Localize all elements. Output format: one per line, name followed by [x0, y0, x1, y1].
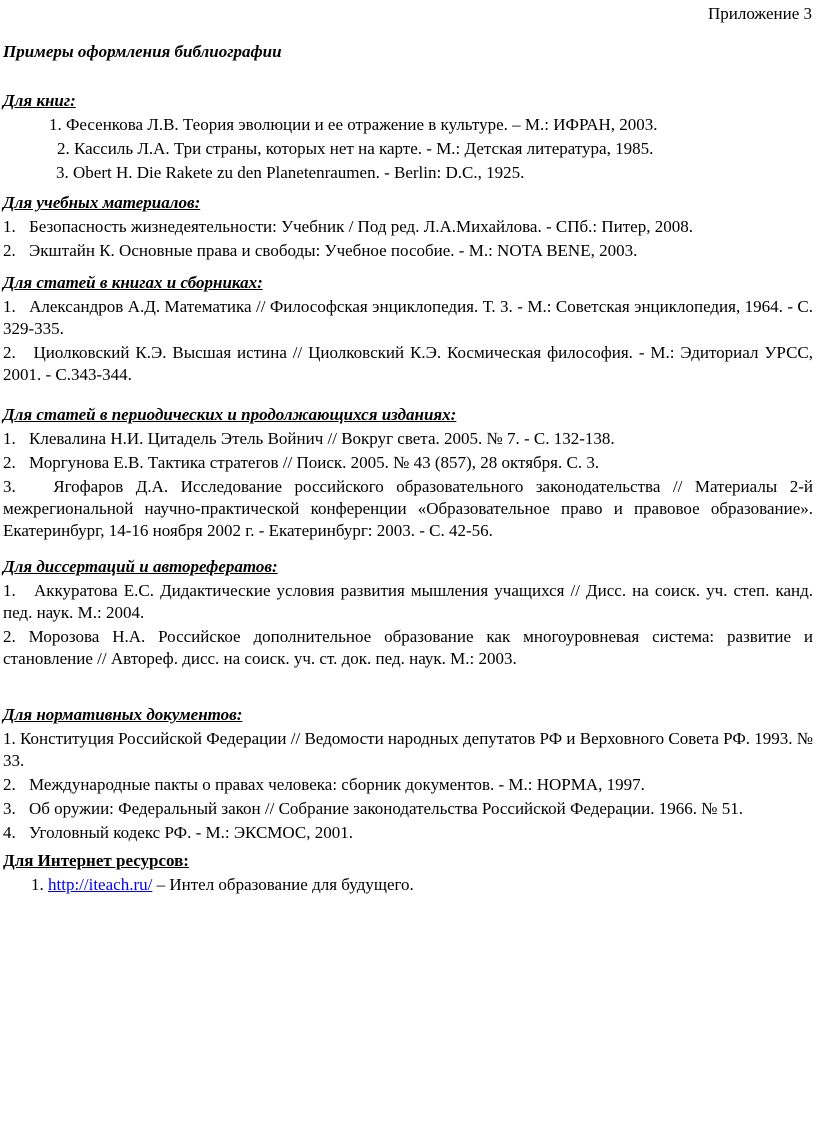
list-item — [3, 296, 813, 340]
iteach-link[interactable]: http://iteach.ru/ — [48, 875, 153, 894]
section-heading: Для Интернет ресурсов: — [3, 851, 189, 870]
list-item: 1. Фесенкова Л.В. Теория эволюции и ее отражение в культуре. – М.: ИФРАН, 2003. — [49, 115, 658, 134]
section-articles-books — [3, 272, 813, 386]
list-item: 3. Obert H. Die Rakete zu den Planetenraumen. - Berlin: D.C., 1925. — [56, 163, 525, 182]
appendix-label: Приложение 3 — [708, 4, 812, 23]
section-heading: Для нормативных документов: — [3, 705, 243, 724]
item-text: Международные пакты о правах человека: сборник документов. - М.: НОРМА, 1997. — [29, 775, 645, 794]
list-item — [3, 580, 813, 624]
item-number: 3. — [3, 477, 16, 496]
list-item — [3, 728, 813, 772]
section-dissertations — [3, 556, 813, 670]
item-number: 1. — [3, 217, 16, 236]
item-number: 1. — [3, 429, 16, 448]
section-books — [3, 90, 813, 184]
item-text: Клевалина Н.И. Цитадель Этель Войнич // Вокруг света. 2005. № 7. - С. 132-138. — [29, 429, 615, 448]
item-text: Аккуратова Е.С. Дидактические условия развития мышления учащихся // Дисс. на соиск. уч. степ. канд. пед. наук. М.: 2004. — [3, 581, 813, 622]
section-heading: Для статей в периодических и продолжающихся изданиях: — [3, 405, 457, 424]
section-heading: Для учебных материалов: — [3, 193, 201, 212]
list-item — [3, 626, 813, 670]
item-number: 4. — [3, 823, 16, 842]
list-item — [3, 342, 813, 386]
list-item — [3, 798, 813, 820]
section-heading: Для книг: — [3, 91, 76, 110]
list-item: 2. Кассиль Л.А. Три страны, которых нет на карте. - М.: Детская литература, 1985. — [57, 139, 654, 158]
item-number: 2. — [3, 241, 16, 260]
list-item — [3, 874, 813, 896]
item-text: Морозова Н.А. Российское дополнительное образование как многоуровневая система: развитие и становление // Автореф. дисс. на соиск. уч. ст. док. пед. наук. М.: 2003. — [3, 627, 813, 668]
item-text: Безопасность жизнедеятельности: Учебник / Под ред. Л.А.Михайлова. - СПб.: Питер, 2008. — [29, 217, 693, 236]
section-normative — [3, 704, 813, 844]
list-item — [3, 476, 813, 542]
item-text: Александров А.Д. Математика // Философская энциклопедия. Т. 3. - М.: Советская энциклопедия, 1964. - С. 329-335. — [3, 297, 814, 338]
section-heading: Для статей в книгах и сборниках: — [3, 273, 263, 292]
item-text: Уголовный кодекс РФ. - М.: ЭКСМОС, 2001. — [29, 823, 353, 842]
item-number: 1. — [31, 875, 44, 894]
item-number: 1. — [3, 581, 16, 600]
item-number: 1. — [3, 297, 16, 316]
list-item — [3, 452, 813, 474]
list-item — [3, 216, 813, 238]
item-number: 2. — [3, 343, 16, 362]
section-heading: Для диссертаций и авторефератов: — [3, 557, 278, 576]
item-text: Моргунова Е.В. Тактика стратегов // Поиск. 2005. № 43 (857), 28 октября. С. 3. — [29, 453, 600, 472]
section-textbooks — [3, 192, 813, 262]
item-number: 1. — [3, 729, 16, 748]
section-articles-periodicals — [3, 404, 813, 542]
item-text: Ягофаров Д.А. Исследование российского образовательного законодательства // Материалы 2-й межрегиональной научно-практической конференции «Образовательное право и правовое образование». Екатеринбург, 14-16 ноября 2002 г. - Екатеринбург: 2003. - С. 42-56. — [3, 477, 813, 540]
item-number: 2. — [3, 453, 16, 472]
item-text: Циолковский К.Э. Высшая истина // Циолковский К.Э. Космическая философия. - М.: Эдиториал УРСС, 2001. - С.343-344. — [3, 343, 813, 384]
list-item — [3, 822, 813, 844]
item-text: Об оружии: Федеральный закон // Собрание законодательства Российской Федерации. 1966. № 51. — [29, 799, 743, 818]
item-text: Экштайн К. Основные права и свободы: Учебное пособие. - М.: NOTA BENE, 2003. — [29, 241, 638, 260]
item-number: 2. — [3, 775, 16, 794]
list-item — [3, 774, 813, 796]
list-item — [3, 428, 813, 450]
item-number: 2. — [3, 627, 16, 646]
list-item — [3, 240, 813, 262]
item-number: 3. — [3, 799, 16, 818]
section-internet — [3, 850, 813, 896]
page-title: Примеры оформления библиографии — [3, 42, 282, 61]
item-text: Конституция Российской Федерации // Ведомости народных депутатов РФ и Верховного Совета РФ. 1993. № 33. — [3, 729, 813, 770]
item-text: – Интел образование для будущего. — [152, 875, 414, 894]
